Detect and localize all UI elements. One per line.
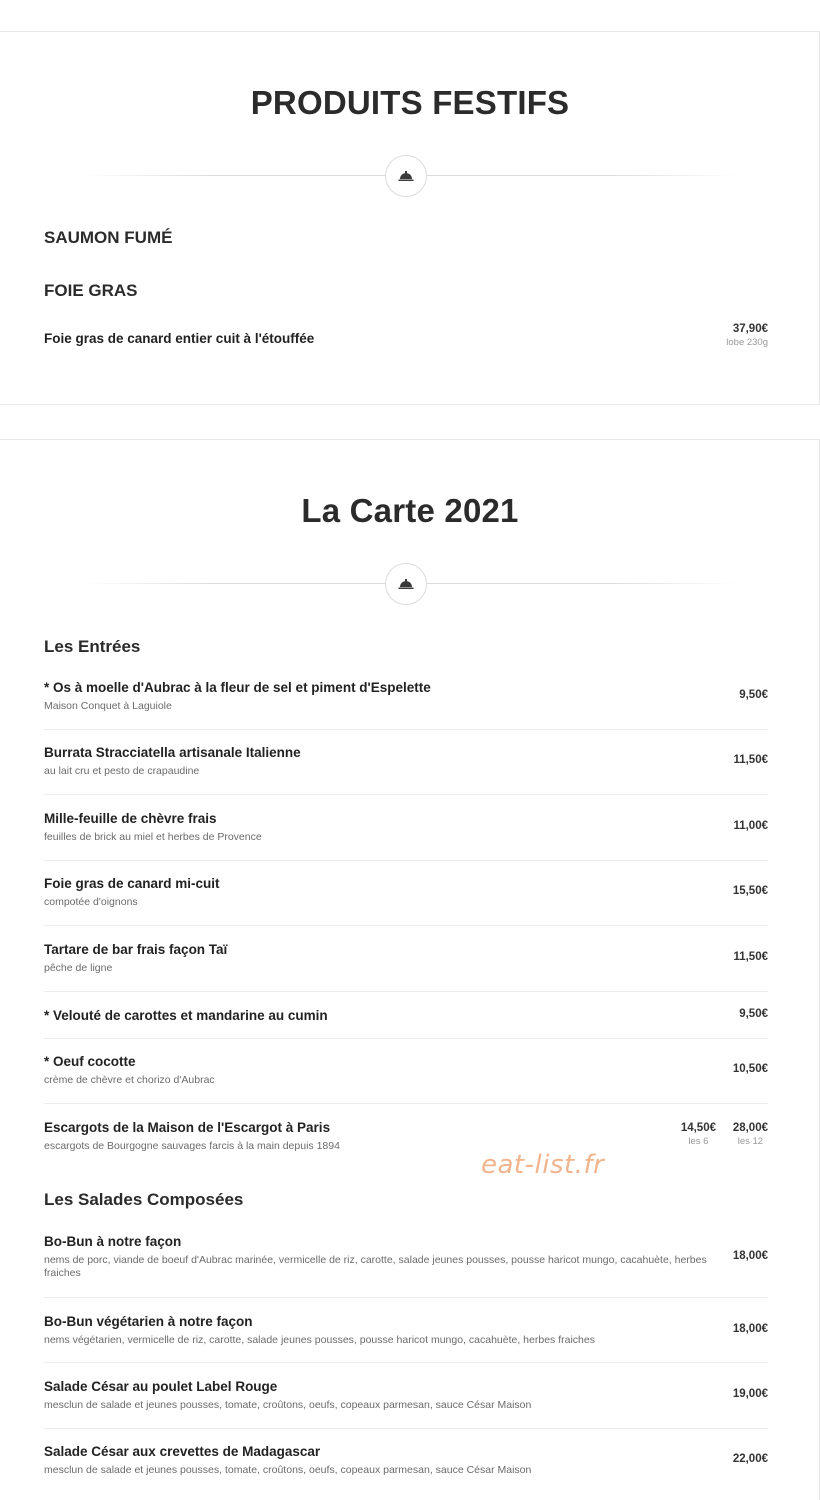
separator bbox=[44, 1038, 768, 1039]
item-description: compotée d'oignons bbox=[44, 896, 138, 908]
item-description: mesclun de salade et jeunes pousses, tomate, croûtons, oeufs, copeaux parmesan, sauce César Maison bbox=[44, 1464, 532, 1476]
item-description: crème de chèvre et chorizo d'Aubrac bbox=[44, 1074, 215, 1086]
item-name: Foie gras de canard mi-cuit bbox=[44, 876, 220, 891]
item-price-small bbox=[681, 1122, 716, 1147]
separator bbox=[44, 925, 768, 926]
item-price: 15,50€ bbox=[732, 885, 768, 897]
category-entrees: Les Entrées bbox=[44, 637, 141, 656]
item-price: 11,50€ bbox=[733, 951, 768, 963]
item-price: 9,50€ bbox=[739, 689, 768, 701]
item-name: Tartare de bar frais façon Taï bbox=[44, 942, 228, 957]
item-description: pêche de ligne bbox=[44, 962, 113, 974]
item-price: 11,00€ bbox=[733, 820, 768, 832]
item-name: Bo-Bun végétarien à notre façon bbox=[44, 1314, 253, 1329]
item-name: Mille-feuille de chèvre frais bbox=[44, 811, 217, 826]
menu-item bbox=[44, 941, 768, 975]
separator bbox=[44, 991, 768, 992]
item-name: Bo-Bun à notre façon bbox=[44, 1234, 182, 1249]
item-description: feuilles de brick au miel et herbes de Provence bbox=[44, 831, 262, 843]
item-price: 22,00€ bbox=[732, 1453, 768, 1465]
separator bbox=[44, 1103, 768, 1104]
item-price bbox=[726, 323, 768, 348]
separator bbox=[44, 729, 768, 730]
item-price: 10,50€ bbox=[732, 1063, 768, 1075]
category-salades: Les Salades Composées bbox=[44, 1190, 244, 1209]
menu-item bbox=[44, 1053, 768, 1087]
menu-item bbox=[44, 1007, 768, 1024]
menu-item bbox=[44, 1119, 768, 1153]
item-name: Salade César aux crevettes de Madagascar bbox=[44, 1444, 321, 1459]
menu-item bbox=[44, 744, 768, 778]
festive-products-section bbox=[0, 31, 820, 405]
menu-item bbox=[44, 875, 768, 909]
item-name: Escargots de la Maison de l'Escargot à Paris bbox=[44, 1120, 331, 1135]
menu-item bbox=[44, 810, 768, 844]
menu-card-section bbox=[0, 439, 820, 1500]
watermark: eat-list.fr bbox=[481, 1150, 605, 1180]
separator bbox=[44, 1428, 768, 1429]
menu-item bbox=[44, 1313, 768, 1347]
section-title: PRODUITS FESTIFS bbox=[250, 84, 570, 121]
separator bbox=[44, 1297, 768, 1298]
item-price-large bbox=[733, 1122, 768, 1147]
item-name: Foie gras de canard entier cuit à l'étouffée bbox=[44, 331, 315, 346]
menu-item bbox=[44, 1443, 768, 1477]
item-description: escargots de Bourgogne sauvages farcis à la main depuis 1894 bbox=[44, 1140, 340, 1152]
menu-item bbox=[44, 1378, 768, 1412]
item-price: 18,00€ bbox=[732, 1323, 768, 1335]
item-price: 11,50€ bbox=[733, 754, 768, 766]
item-description: mesclun de salade et jeunes pousses, tomate, croûtons, oeufs, copeaux parmesan, sauce César Maison bbox=[44, 1399, 532, 1411]
price-value: 37,90€ bbox=[732, 323, 768, 335]
price-value: 28,00€ bbox=[732, 1122, 768, 1134]
price-note: les 6 bbox=[688, 1136, 709, 1147]
item-description: nems de porc, viande de boeuf d'Aubrac marinée, vermicelle de riz, carotte, salade jeunes pousses, pousse haricot mungo, cacahuète, herbes fraiches bbox=[44, 1254, 707, 1279]
cloche-icon bbox=[385, 563, 427, 605]
item-name: Salade César au poulet Label Rouge bbox=[44, 1379, 278, 1394]
item-description: Maison Conquet à Laguiole bbox=[44, 700, 172, 712]
item-price: 9,50€ bbox=[739, 1008, 768, 1020]
menu-item bbox=[44, 1233, 768, 1280]
item-name: * Os à moelle d'Aubrac à la fleur de sel et piment d'Espelette bbox=[44, 680, 431, 695]
item-name: Burrata Stracciatella artisanale Italienne bbox=[44, 745, 301, 760]
price-note: lobe 230g bbox=[726, 337, 768, 348]
section-title: La Carte 2021 bbox=[301, 492, 519, 529]
item-name: * Oeuf cocotte bbox=[44, 1054, 136, 1069]
separator bbox=[44, 1362, 768, 1363]
separator bbox=[44, 860, 768, 861]
menu-item bbox=[44, 323, 768, 348]
cloche-icon bbox=[385, 155, 427, 197]
item-price: 18,00€ bbox=[732, 1250, 768, 1262]
price-note: les 12 bbox=[737, 1136, 764, 1147]
category-saumon: SAUMON FUMÉ bbox=[44, 228, 173, 247]
category-foie-gras: FOIE GRAS bbox=[44, 281, 138, 300]
separator bbox=[44, 794, 768, 795]
price-value: 14,50€ bbox=[680, 1122, 716, 1134]
item-description: au lait cru et pesto de crapaudine bbox=[44, 765, 200, 777]
item-price: 19,00€ bbox=[732, 1388, 768, 1400]
item-name: * Velouté de carottes et mandarine au cumin bbox=[44, 1008, 328, 1023]
item-description: nems végétarien, vermicelle de riz, carotte, salade jeunes pousses, pousse haricot mungo, cacahuète, herbes fraiches bbox=[44, 1334, 595, 1346]
menu-item bbox=[44, 679, 768, 713]
